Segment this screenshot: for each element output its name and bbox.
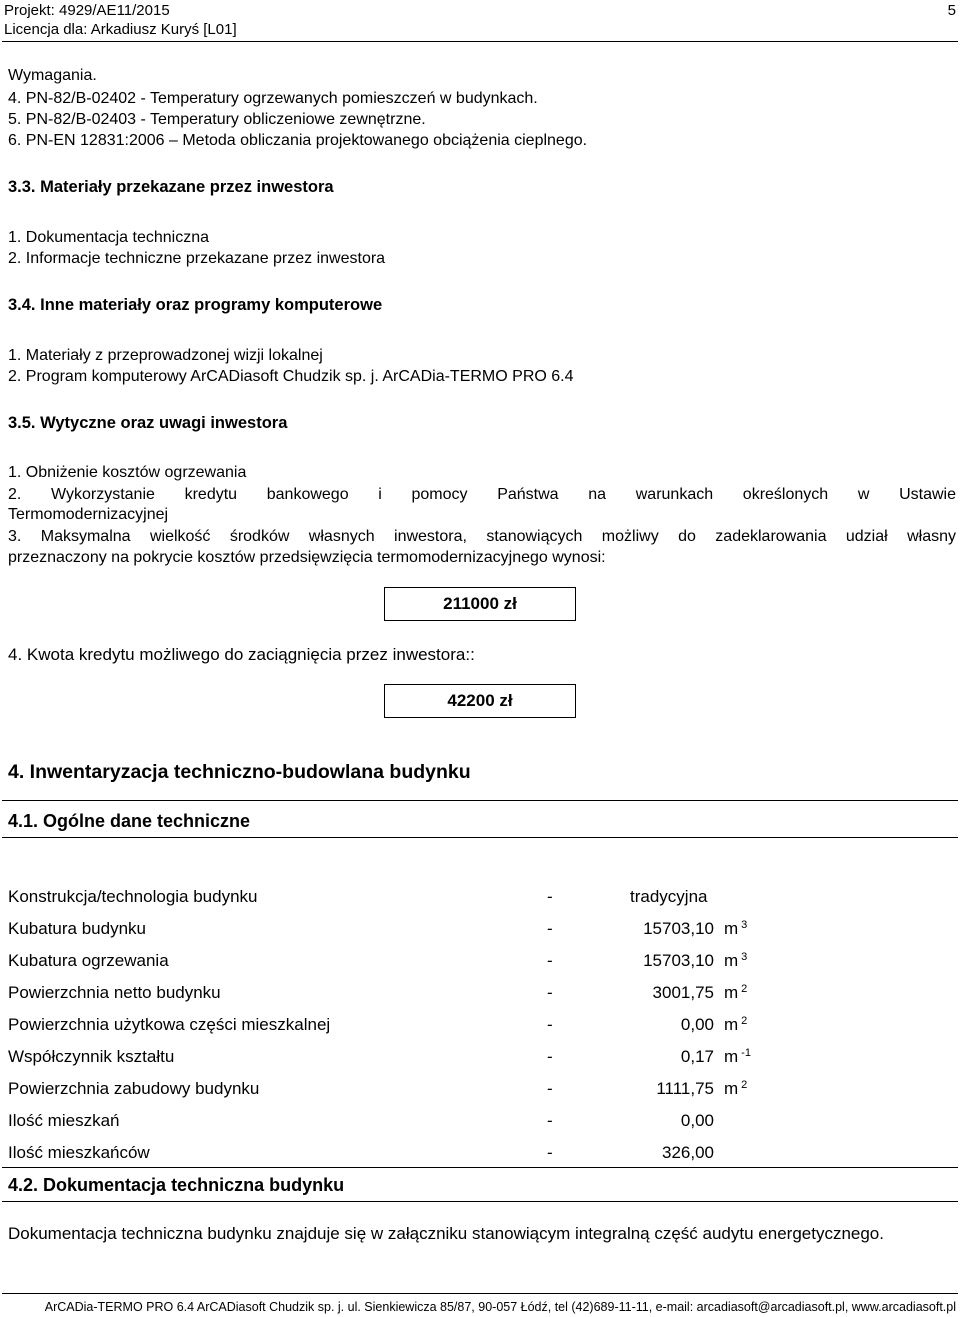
list-item: 1. Materiały z przeprowadzonej wizji lokalnej xyxy=(8,347,323,364)
credit-amount-box: 42200 zł xyxy=(384,684,576,718)
table-row-dash: - xyxy=(547,919,553,938)
project-id: Projekt: 4929/AE11/2015 xyxy=(4,2,170,19)
license-info: Licencja dla: Arkadiusz Kuryś [L01] xyxy=(4,21,237,38)
list-item: 2. Informacje techniczne przekazane przez inwestora xyxy=(8,250,386,267)
table-row-unit: m $^{-1}$ xyxy=(724,1047,751,1066)
list-item: 3. Maksymalna wielkość środków własnych inwestora, stanowiących możliwy do zadeklarowania udział własny xyxy=(8,528,956,545)
table-row-value: 3001,75 xyxy=(652,983,714,1002)
requirements-title: Wymagania. xyxy=(8,67,97,84)
table-row-value: 0,17 xyxy=(680,1047,714,1066)
table-row-dash: - xyxy=(547,1111,553,1130)
table-row-label: Konstrukcja/technologia budynku xyxy=(8,887,258,906)
table-row-value: tradycyjna xyxy=(630,887,708,906)
table-row-value: 326,00 xyxy=(662,1143,714,1162)
table-row-value: 0,00 xyxy=(680,1015,714,1034)
table-row-dash: - xyxy=(547,1079,553,1098)
table-row-value: 15703,10 xyxy=(643,951,714,970)
section-divider xyxy=(2,1167,958,1168)
table-row-label: Ilość mieszkań xyxy=(8,1111,120,1130)
section-3-3-heading: 3.3. Materiały przekazane przez inwestora xyxy=(8,178,334,196)
table-row-value: 1111,75 xyxy=(656,1079,714,1098)
table-row-label: Powierzchnia zabudowy budynku xyxy=(8,1079,260,1098)
table-row-label: Ilość mieszkańców xyxy=(8,1143,150,1162)
table-row-dash: - xyxy=(547,1143,553,1162)
requirement-item: 6. PN-EN 12831:2006 – Metoda obliczania projektowanego obciążenia cieplnego. xyxy=(8,132,588,149)
table-row-dash: - xyxy=(547,1015,553,1034)
table-row-dash: - xyxy=(547,1047,553,1066)
requirement-item: 5. PN-82/B-02403 - Temperatury obliczeniowe zewnętrzne. xyxy=(8,111,426,128)
table-row-dash: - xyxy=(547,983,553,1002)
section-divider xyxy=(2,800,958,801)
table-row-label: Współczynnik kształtu xyxy=(8,1047,175,1066)
section-divider xyxy=(2,837,958,838)
list-item: 1. Obniżenie kosztów ogrzewania xyxy=(8,464,247,481)
list-item: 2. Wykorzystanie kredytu bankowego i pomocy Państwa na warunkach określonych w Ustawie xyxy=(8,486,956,503)
table-row-unit: m $^2$ xyxy=(724,1079,748,1098)
table-row-unit: m $^2$ xyxy=(724,983,748,1002)
table-row-dash: - xyxy=(547,887,553,906)
table-row-unit: m $^2$ xyxy=(724,1015,748,1034)
section-3-5-heading: 3.5. Wytyczne oraz uwagi inwestora xyxy=(8,414,288,432)
requirement-item: 4. PN-82/B-02402 - Temperatury ogrzewanych pomieszczeń w budynkach. xyxy=(8,90,538,107)
own-funds-box: 211000 zł xyxy=(384,587,576,621)
list-item-continuation: przeznaczony na pokrycie kosztów przedsięwzięcia termomodernizacyjnego wynosi: xyxy=(8,549,606,566)
footer-divider xyxy=(2,1293,958,1294)
table-row-label: Powierzchnia netto budynku xyxy=(8,983,221,1002)
table-row-unit: m $^3$ xyxy=(724,951,748,970)
list-item-continuation: Termomodernizacyjnej xyxy=(8,506,169,523)
section-4-2-heading: 4.2. Dokumentacja techniczna budynku xyxy=(8,1175,345,1195)
section-4-heading: 4. Inwentaryzacja techniczno-budowlana budynku xyxy=(8,761,471,783)
section-3-4-heading: 3.4. Inne materiały oraz programy komputerowe xyxy=(8,296,383,314)
list-item: 2. Program komputerowy ArCADiasoft Chudzik sp. j. ArCADia-TERMO PRO 6.4 xyxy=(8,368,574,385)
section-divider xyxy=(2,1201,958,1202)
table-row-label: Kubatura budynku xyxy=(8,919,146,938)
page-number: 5 xyxy=(947,2,956,19)
table-row-dash: - xyxy=(547,951,553,970)
footer-text: ArCADia-TERMO PRO 6.4 ArCADiasoft Chudzik sp. j. ul. Sienkiewicza 85/87, 90-057 Łódź, tel (42)689-11-11, e-mail: arcadiasoft@arcadiasoft.pl, www.arcadiasoft.pl xyxy=(44,1300,956,1314)
table-row-label: Kubatura ogrzewania xyxy=(8,951,169,970)
list-item: 4. Kwota kredytu możliwego do zaciągnięcia przez inwestora:: xyxy=(8,645,475,664)
table-row-value: 15703,10 xyxy=(643,919,714,938)
documentation-note: Dokumentacja techniczna budynku znajduje się w załączniku stanowiącym integralną część audytu energetycznego. xyxy=(8,1224,884,1243)
section-4-1-heading: 4.1. Ogólne dane techniczne xyxy=(8,811,251,831)
table-row-unit: m $^3$ xyxy=(724,919,748,938)
header-divider xyxy=(2,41,958,42)
list-item: 1. Dokumentacja techniczna xyxy=(8,229,209,246)
table-row-value: 0,00 xyxy=(680,1111,714,1130)
table-row-label: Powierzchnia użytkowa części mieszkalnej xyxy=(8,1015,331,1034)
